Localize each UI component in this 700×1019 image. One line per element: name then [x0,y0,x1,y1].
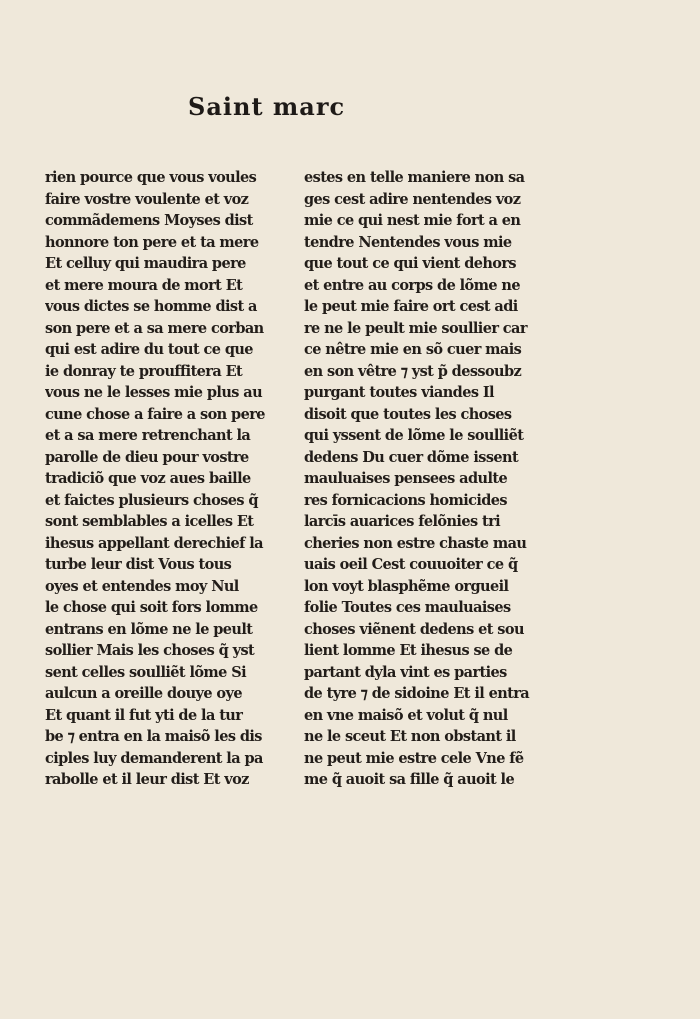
text-line: ce nêtre mie en sõ cuer mais [304,341,522,358]
text-line: qui yssent de lõme le soulliẽt [304,427,524,444]
text-line: folie Toutes ces mauluaises [304,599,511,616]
text-line: me q̃ auoit sa fille q̃ auoit le [304,771,515,788]
text-line: faire vostre voulente et voz [45,190,249,208]
text-line: qui est adire du tout ce que [45,341,253,358]
text-line: sont semblables a icelles Et [45,513,254,530]
text-line: vous ne le lesses mie plus au [45,384,263,401]
text-line: ciples luy demanderent la pa [45,749,263,767]
text-line: mauluaises pensees adulte [304,470,508,487]
text-line: et entre au corps de lõme ne [304,276,521,294]
text-line: purgant toutes viandes Il [304,384,494,401]
text-line: res fornicacions homicides [304,491,507,509]
text-line: estes en telle maniere non sa [304,169,525,186]
text-line: ie donray te prouffitera Et [45,362,243,380]
text-line: ne le sceut Et non obstant il [304,728,516,745]
text-line: choses viẽnent dedens et sou [304,620,524,638]
text-line: rabolle et il leur dist Et voz [45,771,249,788]
text-line: dedens Du cuer dõme issent [304,448,519,466]
text-line: cune chose a faire a son pere [45,405,265,423]
text-line: lon voyt blasphẽme orgueil [304,577,509,595]
text-line: entrans en lõme ne le peult [45,620,253,638]
text-line: honnore ton pere et ta mere [45,233,259,251]
text-line: ihesus appellant derechief la [45,534,263,552]
text-line: le peut mie faire ort cest adi [304,298,518,315]
text-line: commãdemens Moyses dist [45,212,253,229]
text-line: Et celluy qui maudira pere [45,255,246,272]
text-line: cheries non estre chaste mau [304,534,527,552]
text-line: que tout ce qui vient dehors [304,255,516,272]
text-line: de tyre ⁊ de sidoine Et il entra [304,685,530,702]
text-line: en vne maisõ et volut q̃ nul [304,706,508,724]
text-line: partant dyla vint es parties [304,663,507,681]
running-head: Saint marc [188,92,346,121]
left-column [45,167,290,791]
text-line: son pere et a sa mere corban [45,319,264,337]
text-line: re ne le peult mie soullier car [304,319,527,337]
text-line: Et quant il fut yti de la tur [45,706,243,724]
right-column [304,167,549,791]
text-line: sollier Mais les choses q̃ yst [45,642,255,659]
text-line: sent celles soulliẽt lõme Si [45,663,247,681]
text-line: ges cest adire nentendes voz [304,190,521,208]
text-line: mie ce qui nest mie fort a en [304,212,521,229]
text-line: et mere moura de mort Et [45,276,243,294]
text-line: aulcun a oreille douye oye [45,685,242,702]
text-line: en son vêtre ⁊ yst p̃ dessoubz [304,362,522,380]
text-line: parolle de dieu pour vostre [45,448,249,466]
text-line: tradiciõ que voz aues baille [45,470,251,487]
text-line: tendre Nentendes vous mie [304,233,512,251]
text-line: lient lomme Et ihesus se de [304,642,513,659]
text-line: uais oeil Cest couuoiter ce q̃ [304,556,518,573]
text-line: vous dictes se homme dist a [45,298,257,315]
text-line: turbe leur dist Vous tous [45,556,232,573]
text-line: et faictes plusieurs choses q̃ [45,491,258,509]
text-line: oyes et entendes moy Nul [45,577,239,595]
text-line: rien pource que vous voules [45,169,257,186]
text-line: le chose qui soit fors lomme [45,599,258,616]
text-line: et a sa mere retrenchant la [45,427,251,444]
text-line: be ⁊ entra en la maisõ les dis [45,728,262,745]
text-line: ne peut mie estre cele Vne fẽ [304,749,524,767]
text-line: disoit que toutes les choses [304,405,512,423]
text-line: larcīs auarices felõnies tri [304,513,501,530]
